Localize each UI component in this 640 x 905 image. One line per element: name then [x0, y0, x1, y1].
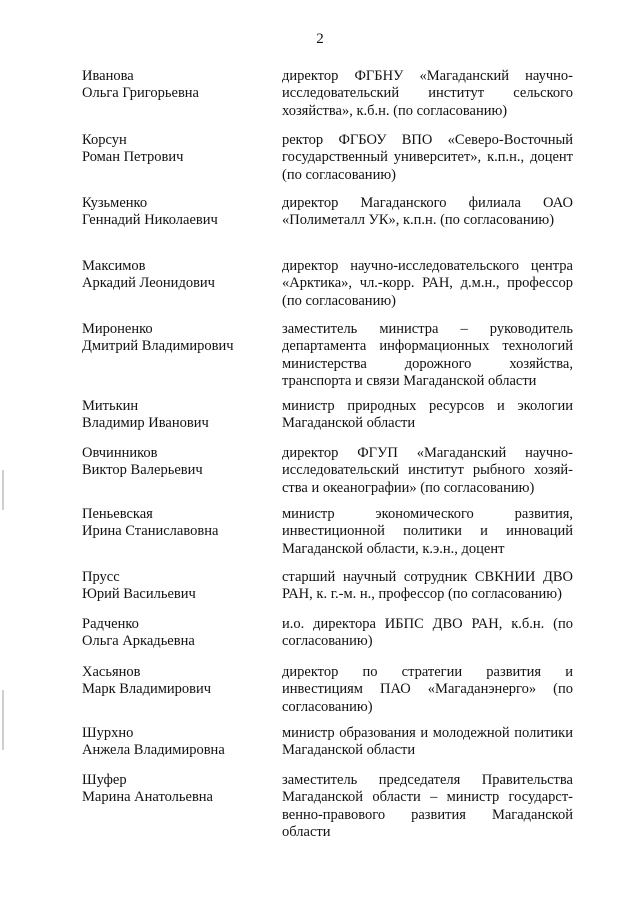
member-given-name: Ирина Станиславовна	[82, 523, 219, 540]
member-given-name: Марина Анатольевна	[82, 789, 213, 806]
member-surname: Радченко	[82, 616, 139, 632]
member-role: директор ФГБНУ «Магаданский научно-исследовательский институт сельского хозяйства», к.б.н. (по согласованию)	[282, 68, 573, 119]
page-number: 2	[316, 31, 324, 47]
member-surname: Шуфер	[82, 772, 127, 788]
member-name	[82, 132, 272, 167]
member-given-name: Владимир Иванович	[82, 415, 209, 432]
member-role: директор научно-исследовательского центра «Арктика», чл.-корр. РАН, д.м.н., профессор (по согласованию)	[282, 258, 573, 309]
member-name	[82, 321, 272, 356]
member-name	[82, 664, 272, 699]
member-surname: Кузьменко	[82, 195, 148, 211]
member-surname: Прусс	[82, 569, 120, 585]
member-name	[82, 68, 272, 103]
member-role: заместитель председателя Правительства Магаданской области – министр государственно-правового развития Магаданской области	[282, 772, 573, 840]
member-given-name: Юрий Васильевич	[82, 586, 196, 603]
member-role: директор ФГУП «Магаданский научно-исследовательский институт рыбного хозяйства и океанографии» (по согласованию)	[282, 445, 573, 496]
member-name	[82, 616, 272, 651]
member-surname: Корсун	[82, 132, 127, 148]
member-surname: Максимов	[82, 258, 146, 274]
member-role: министр экономического развития, инвестиционной политики и инноваций Магаданской области, к.э.н., доцент	[282, 506, 573, 557]
member-role: министр образования и молодежной политики Магаданской области	[282, 725, 573, 759]
member-surname: Пеньевская	[82, 506, 153, 522]
member-given-name: Ольга Григорьевна	[82, 85, 199, 102]
member-given-name: Виктор Валерьевич	[82, 462, 203, 479]
member-given-name: Аркадий Леонидович	[82, 275, 215, 292]
member-surname: Иванова	[82, 68, 134, 84]
member-surname: Шурхно	[82, 725, 134, 741]
scan-edge-mark	[2, 470, 4, 510]
scan-edge-mark	[2, 690, 4, 750]
member-role: директор Магаданского филиала ОАО «Полиметалл УК», к.п.н. (по согласованию)	[282, 195, 573, 229]
member-name	[82, 258, 272, 293]
member-role: старший научный сотрудник СВКНИИ ДВО РАН, к. г.-м. н., профессор (по согласованию)	[282, 569, 573, 603]
member-name	[82, 445, 272, 480]
member-given-name: Дмитрий Владимирович	[82, 338, 234, 355]
member-name	[82, 725, 272, 760]
member-name	[82, 506, 272, 541]
member-surname: Митькин	[82, 398, 139, 414]
member-role: заместитель министра – руководитель департамента информационных технологий министерства дорожного хозяйства, транспорта и связи Магаданской области	[282, 321, 573, 389]
member-role: директор по стратегии развития и инвестициям ПАО «Магаданэнерго» (по согласованию)	[282, 664, 573, 715]
member-surname: Мироненко	[82, 321, 153, 337]
member-surname: Овчинников	[82, 445, 158, 461]
member-surname: Хасьянов	[82, 664, 141, 680]
member-given-name: Марк Владимирович	[82, 681, 212, 698]
member-given-name: Геннадий Николаевич	[82, 212, 218, 229]
member-name	[82, 569, 272, 604]
member-name	[82, 195, 272, 230]
member-given-name: Анжела Владимировна	[82, 742, 225, 759]
member-name	[82, 398, 272, 433]
member-given-name: Ольга Аркадьевна	[82, 633, 195, 650]
member-role: ректор ФГБОУ ВПО «Северо-Восточный государственный университет», к.п.н., доцент (по согласованию)	[282, 132, 573, 183]
member-given-name: Роман Петрович	[82, 149, 184, 166]
member-name	[82, 772, 272, 807]
member-role: и.о. директора ИБПС ДВО РАН, к.б.н. (по согласованию)	[282, 616, 573, 650]
member-role: министр природных ресурсов и экологии Магаданской области	[282, 398, 573, 432]
